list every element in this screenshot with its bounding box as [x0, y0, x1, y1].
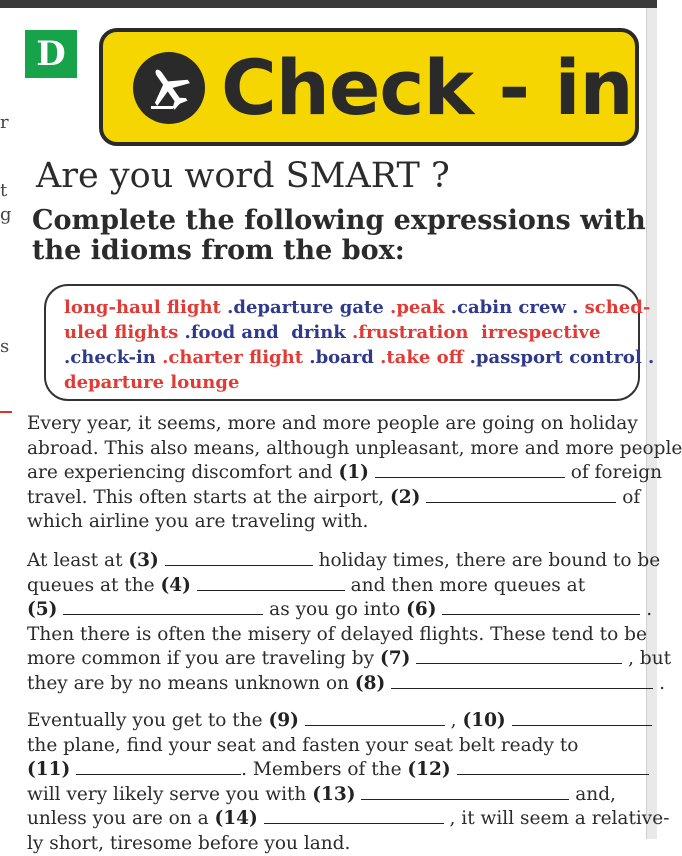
section-badge: D: [25, 30, 77, 78]
margin-rule: [0, 411, 12, 413]
idiom: .passport control .: [463, 347, 654, 368]
idiom: long-haul flight: [64, 297, 221, 318]
blank-number: (8): [355, 673, 385, 694]
text: At least at: [27, 550, 128, 571]
blank-number: (3): [128, 550, 158, 571]
text-line: which airline you are traveling with.: [27, 510, 655, 535]
idiom: .frustration: [346, 322, 469, 343]
margin-fragment: r: [0, 112, 9, 133]
text-line: Every year, it seems, more and more people are going on holiday: [27, 412, 655, 437]
answer-blank[interactable]: [375, 461, 565, 478]
text-line: [27, 807, 655, 832]
text: queues at the: [27, 575, 160, 596]
idiom: irrespective: [468, 322, 600, 343]
text-line: [27, 709, 655, 734]
idiom: .charter flight: [156, 347, 303, 368]
idiom: sched-: [578, 297, 650, 318]
answer-blank[interactable]: [426, 486, 616, 503]
margin-fragment: s: [0, 336, 9, 357]
answer-blank[interactable]: [264, 807, 444, 824]
idiom-line: [64, 295, 622, 320]
text: ,: [445, 710, 463, 731]
answer-blank[interactable]: [512, 709, 652, 726]
check-in-banner: [99, 28, 639, 146]
text: as you go into: [263, 599, 406, 620]
blank-number: (12): [407, 759, 450, 780]
answer-blank[interactable]: [305, 709, 445, 726]
text-line: the plane, find your seat and fasten your seat belt ready to: [27, 734, 655, 759]
answer-blank[interactable]: [197, 574, 345, 591]
idiom-box: [44, 284, 640, 401]
idiom-line: [64, 370, 622, 395]
blank-number: (6): [406, 599, 436, 620]
text-line: [27, 598, 655, 623]
text: are experiencing discomfort and: [27, 462, 339, 483]
paragraph-1: [27, 412, 655, 535]
text: , but: [622, 648, 671, 669]
blank-number: (13): [312, 784, 355, 805]
text: .: [640, 599, 652, 620]
idiom: .departure gate: [221, 297, 384, 318]
answer-blank[interactable]: [416, 647, 622, 664]
text: holiday times, there are bound to be: [313, 550, 661, 571]
paragraph-2: [27, 549, 655, 696]
idiom: .board: [303, 347, 374, 368]
idiom: uled flights: [64, 322, 178, 343]
paragraph-3: [27, 709, 655, 856]
blank-number: (11): [27, 759, 70, 780]
answer-blank[interactable]: [457, 758, 649, 775]
text: and then more queues at: [345, 575, 585, 596]
text-line: [27, 672, 655, 697]
blank-number: (9): [269, 710, 299, 731]
text-line: Then there is often the misery of delayed flights. These tend to be: [27, 623, 655, 648]
answer-blank[interactable]: [165, 549, 313, 566]
blank-number: (14): [215, 808, 258, 829]
instruction: Complete the following expressions with the idioms from the box:: [32, 206, 652, 266]
margin-fragment: t: [0, 180, 7, 201]
text-line: [27, 549, 655, 574]
blank-number: (5): [27, 599, 57, 620]
blank-number: (2): [390, 487, 420, 508]
text-line: ly short, tiresome before you land.: [27, 832, 655, 856]
banner-title: Check - in: [221, 42, 633, 134]
page-title: Are you word SMART ?: [36, 154, 450, 198]
text: Eventually you get to the: [27, 710, 269, 731]
idiom: .cabin crew .: [445, 297, 579, 318]
idiom: .check-in: [64, 347, 156, 368]
answer-blank[interactable]: [63, 598, 263, 615]
idiom: .food and: [178, 322, 278, 343]
text: of: [616, 487, 640, 508]
idiom: departure lounge: [64, 372, 239, 393]
text: they are by no means unknown on: [27, 673, 355, 694]
text: . Members of the: [241, 759, 407, 780]
text: will very likely serve you with: [27, 784, 312, 805]
blank-number: (4): [160, 575, 190, 596]
text: unless you are on a: [27, 808, 215, 829]
text-line: [27, 758, 655, 783]
idiom-line: [64, 320, 622, 345]
airplane-icon: [133, 52, 205, 124]
idiom: .take off: [374, 347, 463, 368]
answer-blank[interactable]: [361, 783, 569, 800]
text-line: [27, 783, 655, 808]
blank-number: (7): [380, 648, 410, 669]
text-line: [27, 461, 655, 486]
text: and,: [569, 784, 616, 805]
text: more common if you are traveling by: [27, 648, 380, 669]
idiom: drink: [279, 322, 346, 343]
text: .: [653, 673, 665, 694]
text: of foreign: [565, 462, 662, 483]
answer-blank[interactable]: [391, 672, 653, 689]
text-line: [27, 486, 655, 511]
answer-blank[interactable]: [76, 758, 241, 775]
top-bar: [0, 0, 657, 8]
blank-number: (10): [462, 710, 505, 731]
idiom: .peak: [384, 297, 445, 318]
text-line: [27, 647, 655, 672]
blank-number: (1): [339, 462, 369, 483]
text-line: abroad. This also means, although unpleasant, more and more people: [27, 437, 655, 462]
text: , it will seem a relative-: [444, 808, 670, 829]
text-line: [27, 574, 655, 599]
text: travel. This often starts at the airport,: [27, 487, 390, 508]
answer-blank[interactable]: [442, 598, 640, 615]
idiom-line: [64, 345, 622, 370]
margin-fragment: g: [0, 204, 12, 225]
